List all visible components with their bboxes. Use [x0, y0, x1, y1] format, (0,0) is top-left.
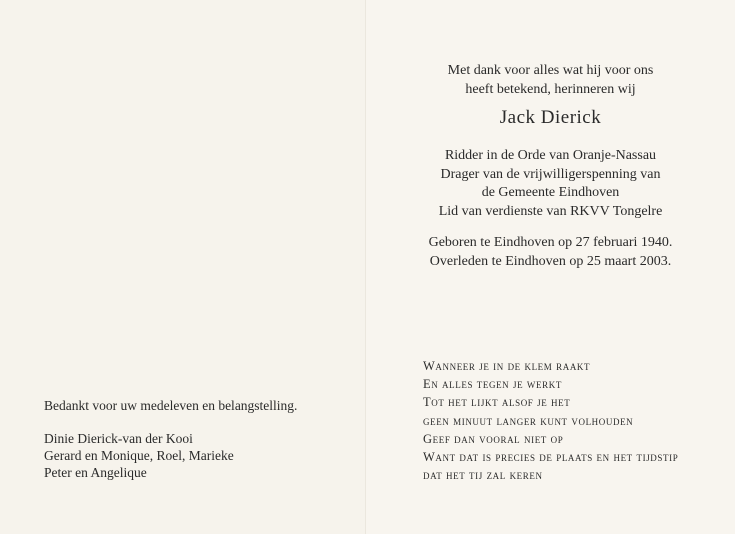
intro-line: heeft betekend, herinneren wij	[465, 82, 636, 97]
family-line: Dinie Dierick-van der Kooi	[44, 431, 193, 446]
poem-line: geen minuut langer kunt volhouden	[423, 413, 634, 428]
honours-list	[366, 147, 735, 221]
life-dates	[366, 233, 735, 271]
right-panel	[366, 0, 735, 534]
left-panel	[0, 0, 366, 534]
poem-line: Geef dan vooral niet op	[423, 431, 564, 446]
honour-line: de Gemeente Eindhoven	[481, 185, 620, 200]
poem	[423, 357, 678, 484]
intro-text	[366, 61, 735, 99]
honour-line: Drager van de vrijwilligerspenning van	[440, 166, 661, 182]
intro-line: Met dank voor alles wat hij voor ons	[447, 63, 654, 78]
poem-line: Wanneer je in de klem raakt	[423, 359, 591, 373]
birth-line: Geboren te Eindhoven op 27 februari 1940.	[428, 235, 673, 250]
death-line: Overleden te Eindhoven op 25 maart 2003.	[429, 254, 672, 269]
family-line: Peter en Angelique	[44, 465, 147, 480]
thanks-text: Bedankt voor uw medeleven en belangstelling.	[44, 398, 298, 413]
honour-line: Ridder in de Orde van Oranje-Nassau	[444, 148, 657, 163]
family-line: Gerard en Monique, Roel, Marieke	[44, 448, 234, 463]
poem-line: Want dat is precies de plaats en het tijdstip	[423, 450, 679, 465]
honour-line: Lid van verdienste van RKVV Tongelre	[438, 203, 663, 219]
poem-line: Tot het lijkt alsof je het	[423, 395, 571, 410]
deceased-name: Jack Dierick	[499, 107, 602, 128]
family-names	[44, 430, 234, 481]
poem-line: En alles tegen je werkt	[423, 377, 562, 392]
poem-line: dat het tij zal keren	[423, 468, 543, 483]
